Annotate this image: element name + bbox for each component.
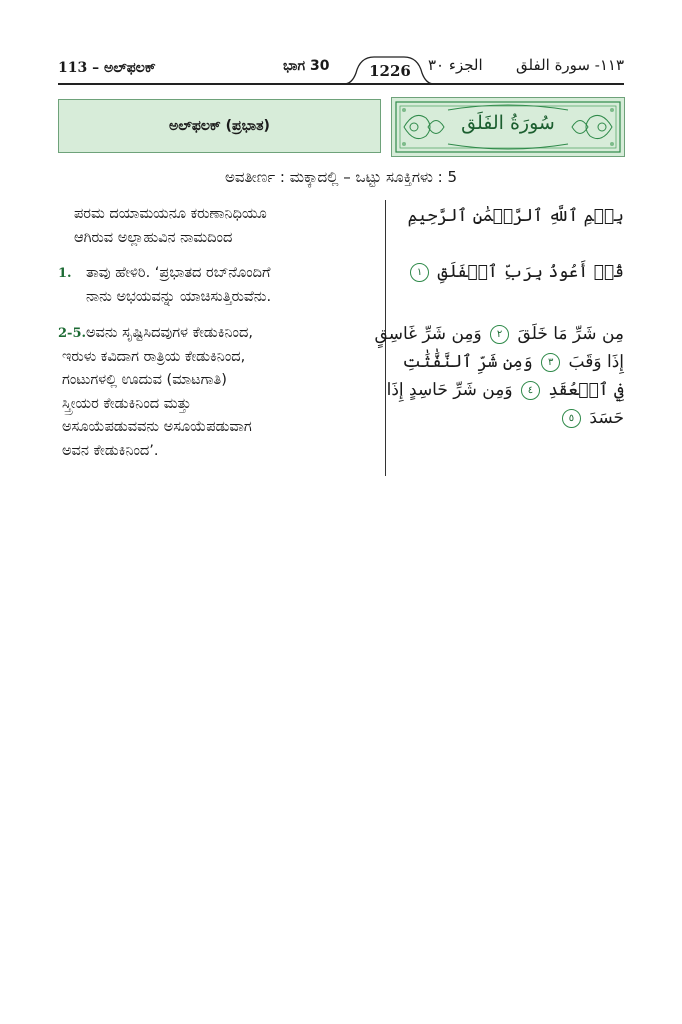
translation-line: ಅವನ ಕೇಡುಕಿನಿಂದ’. (62, 442, 159, 459)
kannada-verses-2-5 (58, 322, 253, 463)
arabic-text: وَمِن شَرِّ ٱلنَّفَّٰثَٰتِ (402, 352, 533, 372)
translation-line: ಗಂಟುಗಳಲ್ಲಿ ಊದುವ (ಮಾಟಗಾತಿ) (62, 372, 227, 388)
kannada-basmala-line: ಪರಮ ದಯಾಮಯನೂ ಕರುಣಾನಿಧಿಯೂ (74, 206, 267, 222)
surah-title-kannada: ಅಲ್‌ಫಲಕ್ (ಪ್ರಭಾತ) (169, 118, 270, 134)
kannada-basmala-line: ಆಗಿರುವ ಅಲ್ಲಾಹುವಿನ ನಾಮದಿಂದ (74, 229, 233, 246)
verse-number: 2-5. (58, 326, 87, 341)
translation-line: ಸ್ತ್ರೀಯರ ಕೇಡುಕಿನಿಂದ ಮತ್ತು (62, 395, 192, 412)
arabic-text: مِن شَرِّ مَا خَلَقَ (517, 324, 624, 344)
surah-title-arabic: سُورَةُ الفَلَق (461, 112, 555, 134)
arabic-text: حَسَدَ (589, 408, 624, 428)
verse-number: 1. (58, 266, 72, 281)
kannada-verse-1 (58, 262, 271, 309)
ayah-marker-icon: ٢ (490, 325, 509, 344)
arabic-text: فِي ٱلۡعُقَدِ (548, 380, 624, 400)
arabic-verses-2-5 (375, 320, 624, 432)
kannada-basmala (74, 203, 267, 250)
arabic-verse-1 (407, 258, 624, 286)
header-rule (58, 83, 624, 85)
surah-title-box (58, 99, 381, 153)
header-surah-title-kannada: 113 – ಅಲ್‌ಫಲಕ್ (58, 60, 156, 76)
header-surah-arabic: ١١٣- سورة الفلق (516, 56, 624, 74)
ayah-marker-icon: ٣ (541, 353, 560, 372)
translation-line: ಅಸೂಯೆಪಡುವವನು ಅಸೂಯೆಪಡುವಾಗ (62, 419, 252, 435)
arabic-line: بِسۡمِ ٱللَّهِ ٱلرَّحۡمَٰنِ ٱلرَّحِيمِ (407, 206, 624, 226)
arabic-text: إِذَا وَقَبَ (568, 352, 624, 372)
header-part-number: ಭಾಗ 30 (283, 58, 330, 74)
translation-line: ತಾವು ಹೇಳಿರಿ. ‘ಪ್ರಭಾತದ ರಬ್‌ನೊಂದಿಗೆ (86, 265, 271, 281)
header-juz-arabic: الجزء ٣٠ (428, 56, 483, 74)
page-number: 1226 (369, 62, 411, 80)
surah-title-ornament (391, 97, 625, 157)
arabic-basmala (408, 202, 624, 230)
translation-line: ನಾನು ಅಭಯವನ್ನು ಯಾಚಿಸುತ್ತಿರುವೆನು. (86, 288, 272, 305)
arabic-text: وَمِن شَرِّ حَاسِدٍ إِذَا (386, 380, 513, 400)
translation-line: ಇರುಳು ಕವಿದಾಗ ರಾತ್ರಿಯ ಕೇಡುಕಿನಿಂದ, (62, 348, 246, 365)
ayah-marker-icon: ٤ (521, 381, 540, 400)
revelation-info: ಅವತೀರ್ಣ : ಮಕ್ಕಾದಲ್ಲಿ – ಒಟ್ಟು ಸೂಕ್ತಿಗಳು : 5 (224, 168, 458, 186)
translation-line: ಅವನು ಸೃಷ್ಟಿಸಿದವುಗಳ ಕೇಡುಕಿನಿಂದ, (86, 325, 253, 341)
ayah-marker-icon: ١ (410, 263, 429, 282)
ayah-marker-icon: ٥ (562, 409, 581, 428)
arabic-text: قُلۡ أَعُوذُ بِرَبِّ ٱلۡفَلَقِ (437, 262, 624, 282)
arabic-text: وَمِن شَرِّ غَاسِقٍ (374, 324, 482, 344)
